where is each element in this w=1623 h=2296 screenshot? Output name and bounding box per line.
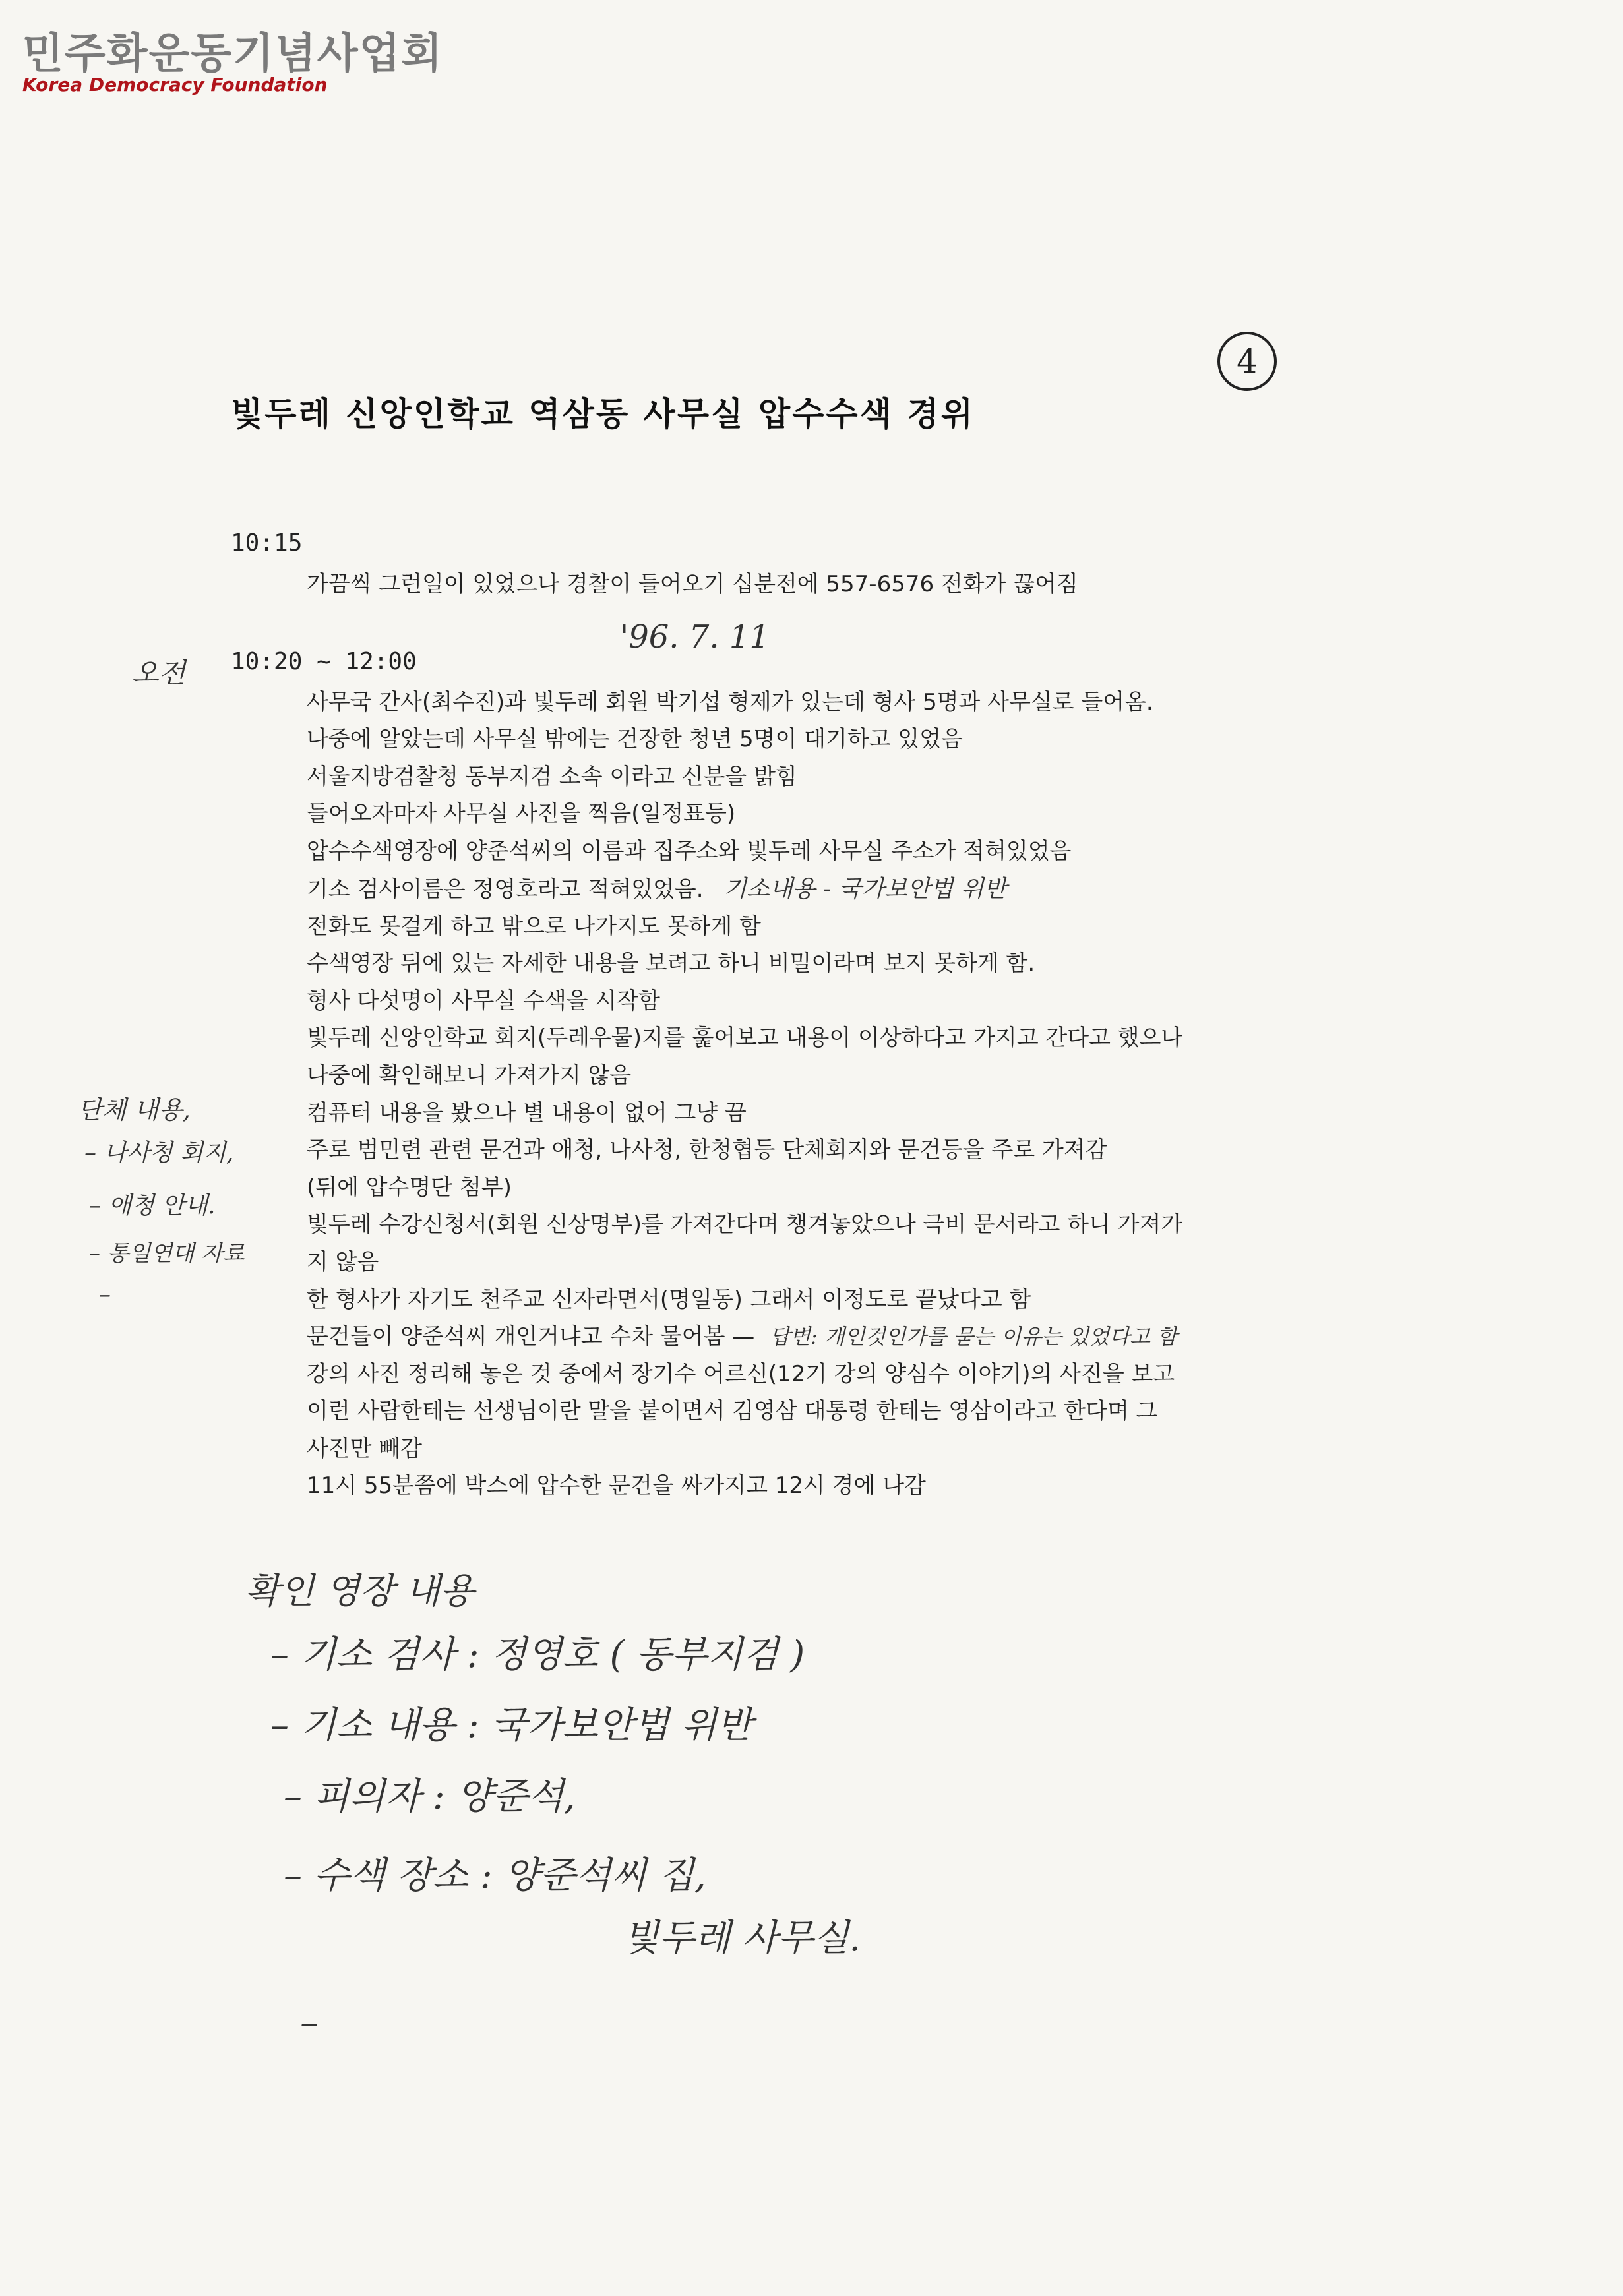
body-line: 사무국 간사(최수진)과 빛두레 회원 박기섭 형제가 있는데 형사 5명과 사무실로 들어옴.: [307, 689, 1153, 715]
body-line: 강의 사진 정리해 놓은 것 중에서 장기수 어르신(12기 강의 양심수 이야기)의 사진을 보고: [307, 1361, 1175, 1387]
body-line: (뒤에 압수명단 첨부): [307, 1174, 512, 1201]
handwritten-bottom-item: 빛두레 사무실.: [623, 1917, 861, 1960]
handwritten-margin-item: – 통일연대 자료: [89, 1240, 245, 1267]
body-line: 수색영장 뒤에 있는 자세한 내용을 보려고 하니 비밀이라며 보지 못하게 함.: [307, 950, 1035, 977]
handwritten-margin-item: –: [99, 1281, 111, 1308]
body-line: 압수수색영장에 양준석씨의 이름과 집주소와 빛두레 사무실 주소가 적혀있었음: [307, 838, 1072, 864]
body-line-text: 기소 검사이름은 정영호라고 적혀있었음.: [307, 876, 704, 903]
handwritten-bottom-item: – 기소 검사 : 정영호 ( 동부지검 ): [270, 1633, 805, 1676]
body-line-text: 문건들이 양준석씨 개인거냐고 수차 물어봄 —: [307, 1323, 755, 1350]
body-line: 형사 다섯명이 사무실 수색을 시작함: [307, 988, 660, 1014]
logo-korean: 민주화운동기념사업회: [22, 30, 444, 78]
body-line: 컴퓨터 내용을 봤으나 별 내용이 없어 그냥 끔: [307, 1100, 747, 1126]
time-1020-1200: 10:20 ~ 12:00: [231, 648, 417, 675]
body-line: 11시 55분쯤에 박스에 압수한 문건을 싸가지고 12시 경에 나감: [307, 1472, 926, 1499]
page-number-mark: 4: [1217, 332, 1277, 391]
body-line: 나중에 확인해보니 가져가지 않음: [307, 1062, 632, 1089]
body-line: 빛두레 신앙인학교 회지(두레우물)지를 훑어보고 내용이 이상하다고 가지고 간다고 했으나: [307, 1025, 1183, 1051]
time-1015: 10:15: [231, 529, 303, 557]
handwritten-am: 오전: [132, 657, 186, 689]
body-line: 나중에 알았는데 사무실 밖에는 건장한 청년 5명이 대기하고 있었음: [307, 726, 963, 752]
document-title: 빛두레 신앙인학교 역삼동 사무실 압수수색 경위: [231, 395, 975, 433]
body-line: 빛두레 수강신청서(회원 신상명부)를 가져간다며 챙겨놓았으나 극비 문서라고 하니 가져가: [307, 1211, 1183, 1238]
handwritten-bottom-item: –: [300, 2001, 319, 2044]
body-line: 사진만 빼감: [307, 1435, 423, 1462]
body-line: 들어오자마자 사무실 사진을 찍음(일정표등): [307, 801, 736, 827]
body-line: 이런 사람한테는 선생님이란 말을 붙이면서 김영삼 대통령 한테는 영삼이라고 한다며 그: [307, 1398, 1158, 1424]
handwritten-bottom-heading: 확인 영장 내용: [245, 1570, 475, 1612]
body-line: 서울지방검찰청 동부지검 소속 이라고 신분을 밝힘: [307, 764, 797, 790]
body-line: 지 않음: [307, 1249, 379, 1275]
handwritten-answer: 답변: 개인것인가를 묻는 이유는 있었다고 함: [770, 1324, 1178, 1349]
body-line: [307, 1318, 1177, 1350]
handwritten-bottom-item: – 기소 내용 : 국가보안법 위반: [270, 1704, 752, 1747]
handwritten-bottom-item: – 피의자 : 양준석,: [284, 1775, 576, 1818]
logo-english: Korea Democracy Foundation: [22, 74, 328, 96]
handwritten-margin-item: – 나사청 회지,: [84, 1139, 234, 1166]
handwritten-charge: 기소내용 - 국가보안법 위반: [723, 876, 1007, 903]
handwritten-bottom-item: – 수색 장소 : 양준석씨 집,: [284, 1854, 706, 1897]
handwritten-date: '96. 7. 11: [620, 619, 770, 655]
body-line: 한 형사가 자기도 천주교 신자라면서(명일동) 그래서 이정도로 끝났다고 함: [307, 1286, 1031, 1313]
handwritten-margin-heading: 단체 내용,: [78, 1095, 191, 1124]
body-line: 전화도 못걸게 하고 밖으로 나가지도 못하게 함: [307, 913, 761, 940]
body-line: [307, 870, 1006, 904]
line-phone-cut: 가끔씩 그런일이 있었으나 경찰이 들어오기 십분전에 557-6576 전화가 끊어짐: [307, 571, 1078, 597]
handwritten-margin-item: – 애청 안내.: [89, 1192, 216, 1219]
body-line: 주로 범민련 관련 문건과 애청, 나사청, 한청협등 단체회지와 문건등을 주로 가져감: [307, 1137, 1107, 1163]
